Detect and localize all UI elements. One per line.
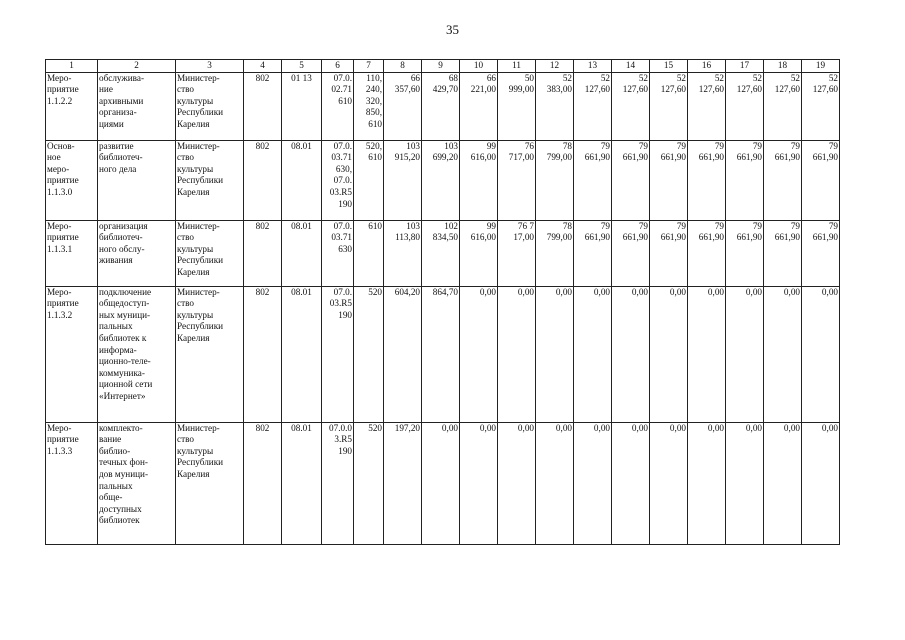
amount-cell: 0,00 bbox=[460, 422, 498, 544]
amount-cell: 99 616,00 bbox=[460, 220, 498, 286]
column-number-cell: 11 bbox=[498, 60, 536, 73]
section-code-cell: 08.01 bbox=[282, 422, 322, 544]
measure-name-cell: подключение общедоступ- ных муници- пальных библиотек к информа- ционно-теле- коммуника- ционной сети «Интернет» bbox=[98, 286, 176, 422]
column-number-cell: 5 bbox=[282, 60, 322, 73]
measure-code-cell: Меро- приятие 1.1.3.3 bbox=[46, 422, 98, 544]
amount-cell: 604,20 bbox=[384, 286, 422, 422]
target-article-cell: 07.0. 02.71 610 bbox=[322, 72, 354, 140]
measure-name-cell: организация библиотеч- ного обслу- живания bbox=[98, 220, 176, 286]
amount-cell: 0,00 bbox=[498, 286, 536, 422]
table-row bbox=[46, 220, 840, 286]
table-row bbox=[46, 140, 840, 220]
amount-cell: 864,70 bbox=[422, 286, 460, 422]
amount-cell: 79 661,90 bbox=[612, 140, 650, 220]
ministry-code-cell: 802 bbox=[244, 220, 282, 286]
amount-cell: 0,00 bbox=[460, 286, 498, 422]
expense-type-cell: 110, 240, 320, 850, 610 bbox=[354, 72, 384, 140]
measure-code-cell: Меро- приятие 1.1.3.1 bbox=[46, 220, 98, 286]
measure-code-cell: Меро- приятие 1.1.3.2 bbox=[46, 286, 98, 422]
amount-cell: 76 7 17,00 bbox=[498, 220, 536, 286]
column-number-cell: 12 bbox=[536, 60, 574, 73]
column-number-cell: 16 bbox=[688, 60, 726, 73]
amount-cell: 0,00 bbox=[802, 422, 840, 544]
amount-cell: 0,00 bbox=[612, 422, 650, 544]
executor-cell: Министер- ство культуры Республики Карелия bbox=[176, 286, 244, 422]
amount-cell: 0,00 bbox=[536, 422, 574, 544]
executor-cell: Министер- ство культуры Республики Карелия bbox=[176, 220, 244, 286]
section-code-cell: 08.01 bbox=[282, 286, 322, 422]
column-number-cell: 17 bbox=[726, 60, 764, 73]
column-number-cell: 3 bbox=[176, 60, 244, 73]
amount-cell: 0,00 bbox=[422, 422, 460, 544]
expense-type-cell: 520, 610 bbox=[354, 140, 384, 220]
section-code-cell: 01 13 bbox=[282, 72, 322, 140]
executor-cell: Министер- ство культуры Республики Карелия bbox=[176, 72, 244, 140]
target-article-cell: 07.0. 03.71 630, 07.0. 03.R5 190 bbox=[322, 140, 354, 220]
measure-name-cell: развитие библиотеч- ного дела bbox=[98, 140, 176, 220]
column-number-cell: 9 bbox=[422, 60, 460, 73]
amount-cell: 0,00 bbox=[574, 422, 612, 544]
column-number-cell: 13 bbox=[574, 60, 612, 73]
amount-cell: 52 383,00 bbox=[536, 72, 574, 140]
amount-cell: 99 616,00 bbox=[460, 140, 498, 220]
amount-cell: 79 661,90 bbox=[688, 220, 726, 286]
column-number-cell: 8 bbox=[384, 60, 422, 73]
ministry-code-cell: 802 bbox=[244, 72, 282, 140]
amount-cell: 0,00 bbox=[688, 422, 726, 544]
amount-cell: 0,00 bbox=[726, 422, 764, 544]
section-code-cell: 08.01 bbox=[282, 140, 322, 220]
amount-cell: 79 661,90 bbox=[802, 220, 840, 286]
amount-cell: 0,00 bbox=[650, 286, 688, 422]
expense-type-cell: 520 bbox=[354, 422, 384, 544]
amount-cell: 103 915,20 bbox=[384, 140, 422, 220]
column-number-cell: 2 bbox=[98, 60, 176, 73]
amount-cell: 0,00 bbox=[650, 422, 688, 544]
column-number-cell: 6 bbox=[322, 60, 354, 73]
target-article-cell: 07.0. 03.R5 190 bbox=[322, 286, 354, 422]
page-number: 35 bbox=[446, 22, 459, 37]
amount-cell: 79 661,90 bbox=[612, 220, 650, 286]
amount-cell: 0,00 bbox=[612, 286, 650, 422]
column-number-cell: 7 bbox=[354, 60, 384, 73]
amount-cell: 79 661,90 bbox=[726, 220, 764, 286]
amount-cell: 66 221,00 bbox=[460, 72, 498, 140]
table-row bbox=[46, 286, 840, 422]
amount-cell: 52 127,60 bbox=[764, 72, 802, 140]
amount-cell: 79 661,90 bbox=[574, 140, 612, 220]
amount-cell: 0,00 bbox=[802, 286, 840, 422]
section-code-cell: 08.01 bbox=[282, 220, 322, 286]
amount-cell: 0,00 bbox=[574, 286, 612, 422]
budget-table bbox=[45, 59, 840, 545]
column-number-cell: 10 bbox=[460, 60, 498, 73]
amount-cell: 79 661,90 bbox=[764, 220, 802, 286]
amount-cell: 0,00 bbox=[726, 286, 764, 422]
amount-cell: 0,00 bbox=[764, 422, 802, 544]
measure-code-cell: Основ- ное меро- приятие 1.1.3.0 bbox=[46, 140, 98, 220]
target-article-cell: 07.0.0 3.R5 190 bbox=[322, 422, 354, 544]
column-number-cell: 18 bbox=[764, 60, 802, 73]
expense-type-cell: 520 bbox=[354, 286, 384, 422]
measure-code-cell: Меро- приятие 1.1.2.2 bbox=[46, 72, 98, 140]
executor-cell: Министер- ство культуры Республики Карелия bbox=[176, 140, 244, 220]
column-number-cell: 14 bbox=[612, 60, 650, 73]
amount-cell: 0,00 bbox=[764, 286, 802, 422]
measure-name-cell: комплекто- вание библио- течных фон- дов муници- пальных обще- доступных библиотек bbox=[98, 422, 176, 544]
amount-cell: 68 429,70 bbox=[422, 72, 460, 140]
table-row bbox=[46, 72, 840, 140]
amount-cell: 79 661,90 bbox=[650, 140, 688, 220]
amount-cell: 50 999,00 bbox=[498, 72, 536, 140]
amount-cell: 79 661,90 bbox=[688, 140, 726, 220]
column-number-cell: 15 bbox=[650, 60, 688, 73]
amount-cell: 79 661,90 bbox=[574, 220, 612, 286]
amount-cell: 78 799,00 bbox=[536, 140, 574, 220]
amount-cell: 78 799,00 bbox=[536, 220, 574, 286]
amount-cell: 197,20 bbox=[384, 422, 422, 544]
amount-cell: 79 661,90 bbox=[802, 140, 840, 220]
amount-cell: 103 113,80 bbox=[384, 220, 422, 286]
column-number-cell: 19 bbox=[802, 60, 840, 73]
expense-type-cell: 610 bbox=[354, 220, 384, 286]
column-number-row bbox=[46, 60, 840, 73]
amount-cell: 76 717,00 bbox=[498, 140, 536, 220]
amount-cell: 66 357,60 bbox=[384, 72, 422, 140]
amount-cell: 52 127,60 bbox=[726, 72, 764, 140]
amount-cell: 52 127,60 bbox=[574, 72, 612, 140]
table-body bbox=[46, 60, 840, 545]
amount-cell: 0,00 bbox=[688, 286, 726, 422]
amount-cell: 103 699,20 bbox=[422, 140, 460, 220]
column-number-cell: 4 bbox=[244, 60, 282, 73]
ministry-code-cell: 802 bbox=[244, 422, 282, 544]
column-number-cell: 1 bbox=[46, 60, 98, 73]
amount-cell: 0,00 bbox=[498, 422, 536, 544]
amount-cell: 52 127,60 bbox=[802, 72, 840, 140]
amount-cell: 102 834,50 bbox=[422, 220, 460, 286]
target-article-cell: 07.0. 03.71 630 bbox=[322, 220, 354, 286]
measure-name-cell: обслужива- ние архивными организа- циями bbox=[98, 72, 176, 140]
executor-cell: Министер- ство культуры Республики Карелия bbox=[176, 422, 244, 544]
table-row bbox=[46, 422, 840, 544]
amount-cell: 79 661,90 bbox=[764, 140, 802, 220]
amount-cell: 0,00 bbox=[536, 286, 574, 422]
ministry-code-cell: 802 bbox=[244, 286, 282, 422]
amount-cell: 79 661,90 bbox=[650, 220, 688, 286]
amount-cell: 52 127,60 bbox=[650, 72, 688, 140]
amount-cell: 52 127,60 bbox=[612, 72, 650, 140]
ministry-code-cell: 802 bbox=[244, 140, 282, 220]
amount-cell: 52 127,60 bbox=[688, 72, 726, 140]
amount-cell: 79 661,90 bbox=[726, 140, 764, 220]
